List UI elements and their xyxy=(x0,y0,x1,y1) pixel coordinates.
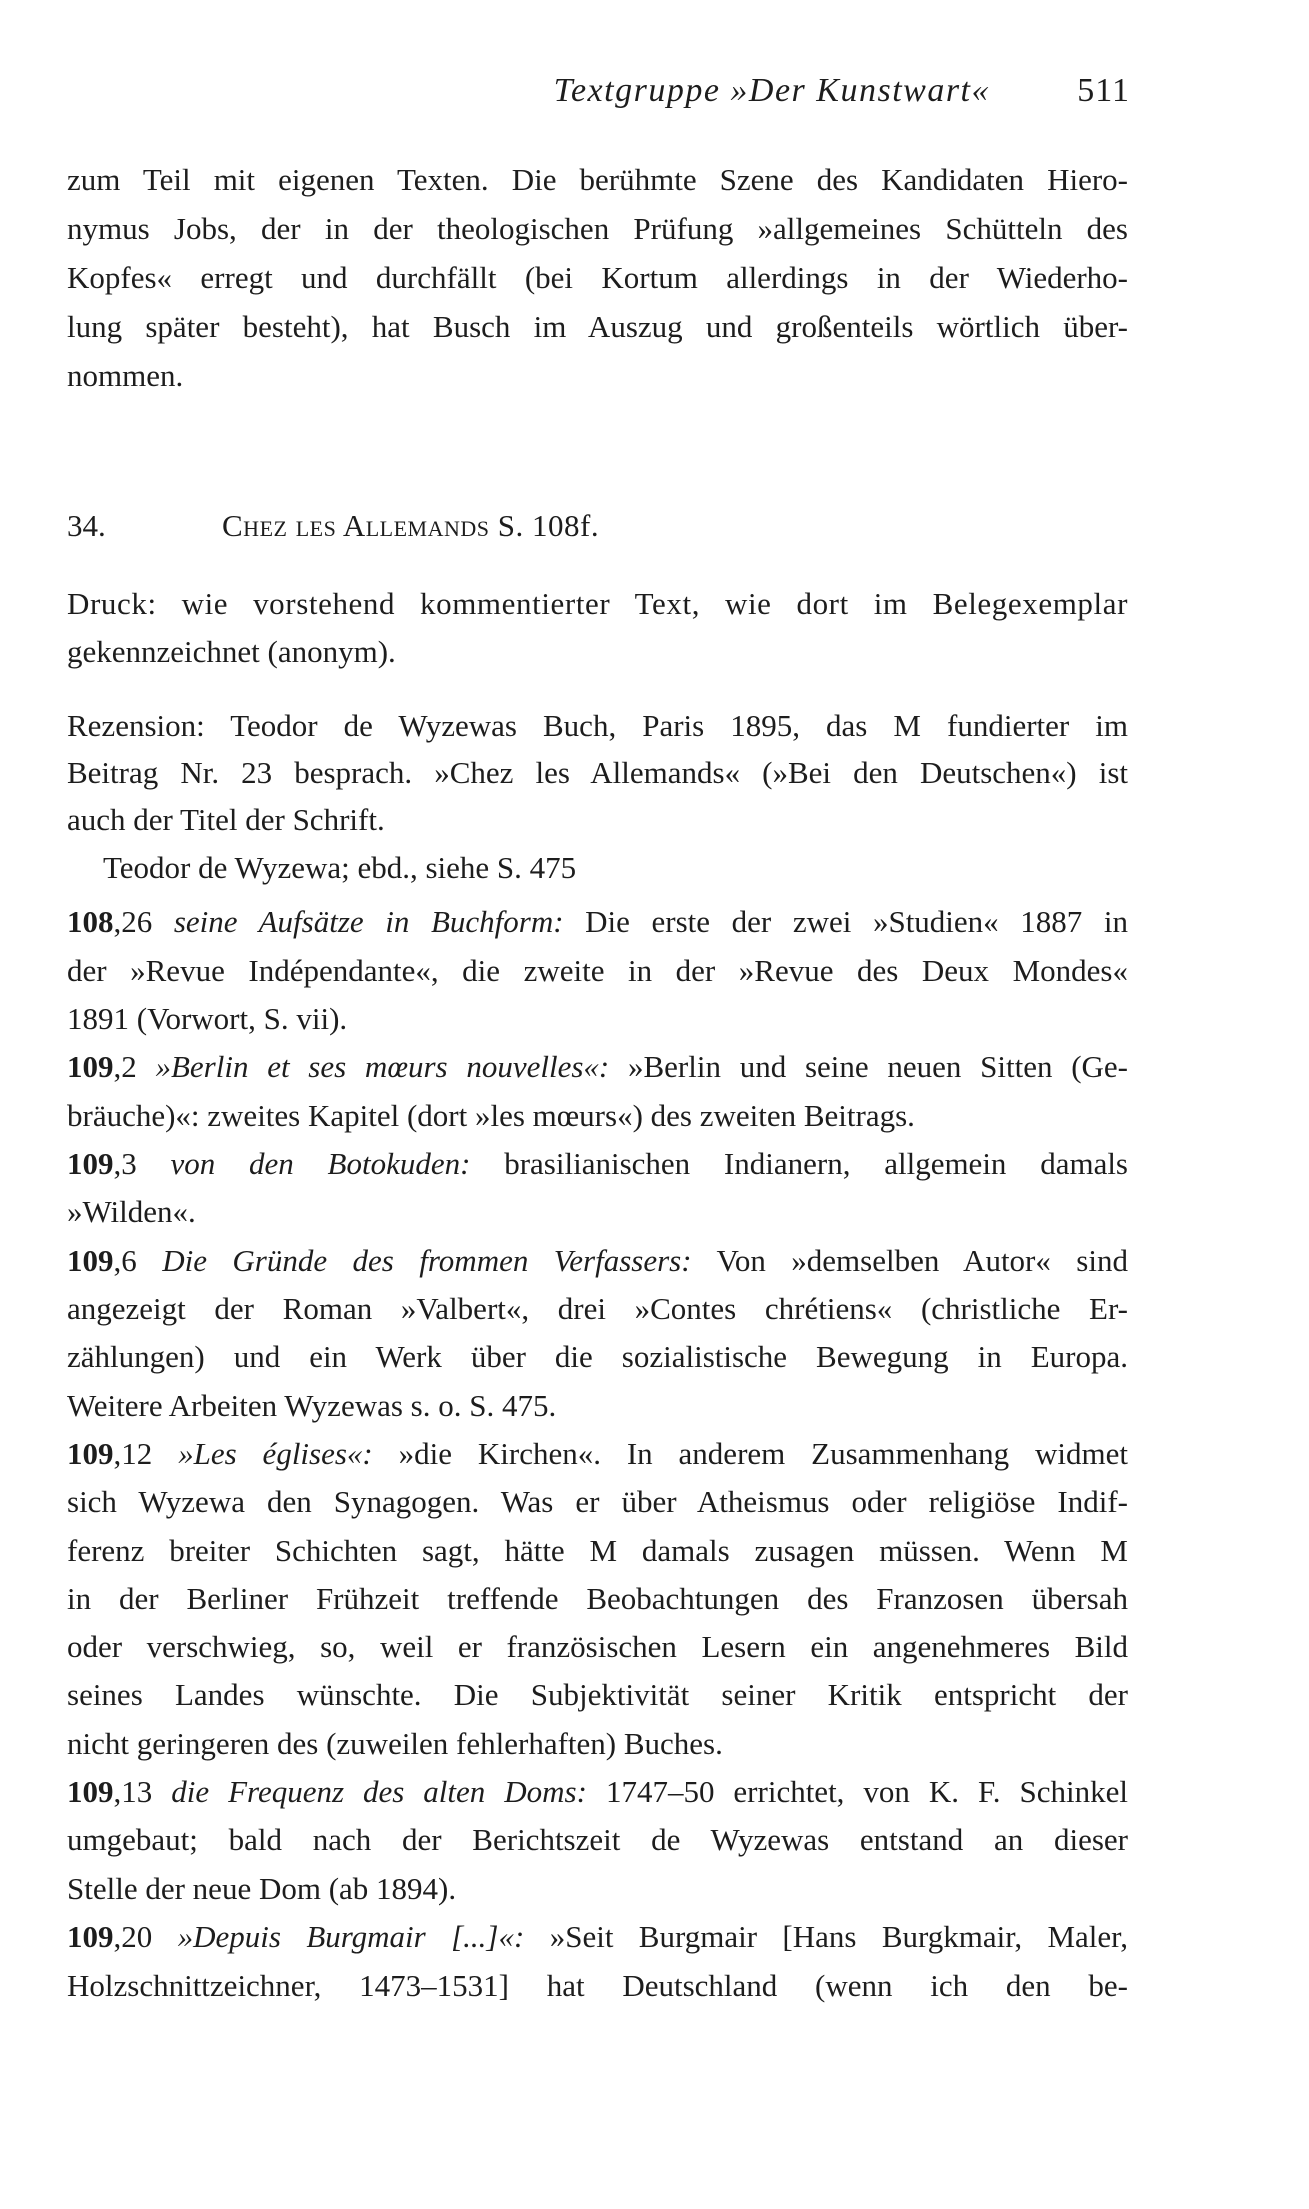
body-line: zum Teil mit eigenen Texten. Die berühmte Szene des Kandidaten Hiero- xyxy=(67,162,1128,197)
note-ref-page: 109 xyxy=(67,1436,114,1471)
note-lemma: »Depuis Burgmair [...]«: xyxy=(177,1919,525,1954)
note-ref-line: ,12 xyxy=(113,1436,153,1471)
note-lemma: die Frequenz des alten Doms: xyxy=(171,1774,587,1809)
note-line: angezeigt der Roman »Valbert«, drei »Contes chrétiens« (christliche Er- xyxy=(67,1291,1128,1326)
note-entry xyxy=(67,1917,1128,1957)
note-ref-page: 109 xyxy=(67,1774,114,1809)
note-lemma: »Les églises«: xyxy=(178,1436,373,1471)
note-line: nicht geringeren des (zuweilen fehlerhaften) Buches. xyxy=(67,1726,723,1761)
note-line: zählungen) und ein Werk über die sozialistische Bewegung in Europa. xyxy=(67,1339,1128,1374)
note-line: sich Wyzewa den Synagogen. Was er über Atheismus oder religiöse Indif- xyxy=(67,1484,1128,1519)
note-text: brasilianischen Indianern, allgemein damals xyxy=(504,1146,1128,1181)
note-lemma: »Berlin et ses mœurs nouvelles«: xyxy=(155,1049,610,1084)
note-line: der »Revue Indépendante«, die zweite in der »Revue des Deux Mondes« xyxy=(67,953,1128,988)
note-ref-page: 109 xyxy=(67,1919,114,1954)
note-lemma: von den Botokuden: xyxy=(170,1146,471,1181)
note-line: Holzschnittzeichner, 1473–1531] hat Deutschland (wenn ich den be- xyxy=(67,1968,1128,2003)
note-line: umgebaut; bald nach der Berichtszeit de Wyzewas entstand an dieser xyxy=(67,1822,1128,1857)
note-line: oder verschwieg, so, weil er französischen Lesern ein angenehmeres Bild xyxy=(67,1629,1128,1664)
note-lemma: seine Aufsätze in Buchform: xyxy=(173,904,564,939)
note-entry xyxy=(67,1144,1128,1184)
note-line: Stelle der neue Dom (ab 1894). xyxy=(67,1871,457,1906)
note-ref-line: ,3 xyxy=(113,1146,137,1181)
note-entry xyxy=(67,1047,1128,1087)
note-line: in der Berliner Frühzeit treffende Beobachtungen des Franzosen übersah xyxy=(67,1581,1128,1616)
body-line: Kopfes« erregt und durchfällt (bei Kortum allerdings in der Wiederho- xyxy=(67,260,1128,295)
note-ref-page: 108 xyxy=(67,904,114,939)
note-text: »Seit Burgmair [Hans Burgkmair, Maler, xyxy=(549,1919,1128,1954)
note-line: Weitere Arbeiten Wyzewas s. o. S. 475. xyxy=(67,1388,557,1423)
note-entry xyxy=(67,1241,1128,1281)
rezension-line: Beitrag Nr. 23 besprach. »Chez les Allemands« (»Bei den Deutschen«) ist xyxy=(67,755,1128,790)
note-line: bräuche)«: zweites Kapitel (dort »les mœurs«) des zweiten Beitrags. xyxy=(67,1098,915,1133)
note-ref-line: ,2 xyxy=(113,1049,137,1084)
body-line: nommen. xyxy=(67,358,184,393)
rezension-line: auch der Titel der Schrift. xyxy=(67,802,385,837)
note-text: »Berlin und seine neuen Sitten (Ge- xyxy=(627,1049,1128,1084)
note-ref-line: ,26 xyxy=(113,904,153,939)
note-text: Die erste der zwei »Studien« 1887 in xyxy=(585,904,1129,939)
druck-line: gekennzeichnet (anonym). xyxy=(67,634,396,669)
note-line: ferenz breiter Schichten sagt, hätte M damals zusagen müssen. Wenn M xyxy=(67,1533,1128,1568)
note-lemma: Die Gründe des frommen Verfassers: xyxy=(162,1243,692,1278)
note-ref-line: ,20 xyxy=(113,1919,153,1954)
section-title: Chez les Allemands xyxy=(222,508,490,543)
note-ref-line: ,6 xyxy=(113,1243,137,1278)
note-text: 1747–50 errichtet, von K. F. Schinkel xyxy=(605,1774,1128,1809)
note-ref-page: 109 xyxy=(67,1243,114,1278)
note-entry xyxy=(67,1772,1128,1812)
section-page-ref: S. 108f. xyxy=(497,508,600,543)
note-line: »Wilden«. xyxy=(67,1194,196,1229)
note-text: »die Kirchen«. In anderem Zusammenhang widmet xyxy=(398,1436,1128,1471)
note-ref-line: ,13 xyxy=(113,1774,153,1809)
section-heading xyxy=(222,508,599,544)
running-title: Textgruppe »Der Kunstwart« xyxy=(553,72,990,109)
druck-line: Druck: wie vorstehend kommentierter Text, wie dort im Belegexemplar xyxy=(67,586,1128,621)
author-note: Teodor de Wyzewa; ebd., siehe S. 475 xyxy=(103,850,577,885)
page-number: 511 xyxy=(1077,72,1130,109)
note-text: Von »demselben Autor« sind xyxy=(716,1243,1128,1278)
note-entry xyxy=(67,902,1128,942)
section-number: 34. xyxy=(67,508,106,543)
rezension-line: Rezension: Teodor de Wyzewas Buch, Paris 1895, das M fundierter im xyxy=(67,708,1128,743)
note-ref-page: 109 xyxy=(67,1146,114,1181)
note-line: 1891 (Vorwort, S. vii). xyxy=(67,1001,348,1036)
body-line: lung später besteht), hat Busch im Auszug und großenteils wörtlich über- xyxy=(67,309,1128,344)
body-line: nymus Jobs, der in der theologischen Prüfung »allgemeines Schütteln des xyxy=(67,211,1128,246)
note-line: seines Landes wünschte. Die Subjektivität seiner Kritik entspricht der xyxy=(67,1677,1128,1712)
note-entry xyxy=(67,1434,1128,1474)
note-ref-page: 109 xyxy=(67,1049,114,1084)
